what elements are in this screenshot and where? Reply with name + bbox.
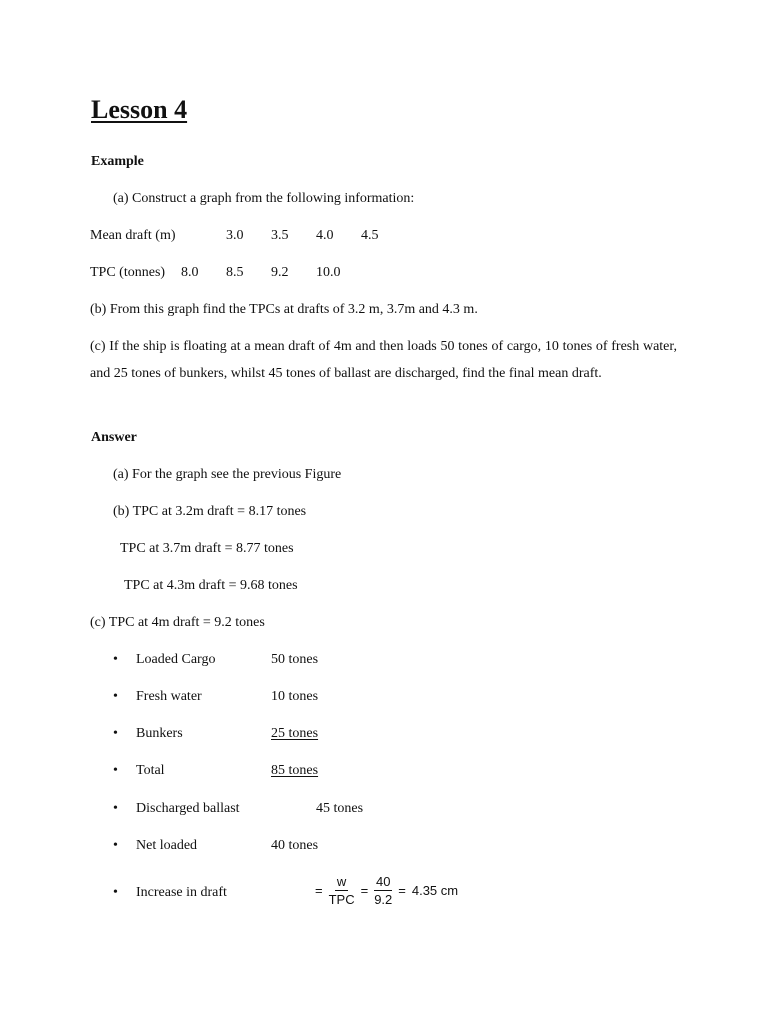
item-label: Loaded Cargo [136, 652, 216, 667]
answer-b-line: TPC at 4.3m draft = 9.68 tones [124, 578, 298, 593]
example-heading: Example [91, 154, 144, 169]
question-a: (a) Construct a graph from the following information: [113, 191, 415, 206]
fraction-numerator: 40 [375, 874, 391, 889]
answer-c: (c) TPC at 4m draft = 9.2 tones [90, 615, 265, 630]
fraction-w-over-tpc [327, 874, 357, 907]
item-value: 40 tones [271, 838, 319, 853]
fraction-denominator: TPC [328, 892, 355, 907]
question-c: (c) If the ship is floating at a mean draft of 4m and then loads 50 tones of cargo, 10 tones of fresh water, and 25 tones of bunkers, whilst 45 tones of ballast are discharged, find the final mean draft. [90, 339, 677, 381]
answer-b-line: (b) TPC at 3.2m draft = 8.17 tones [113, 504, 307, 519]
question-b: (b) From this graph find the TPCs at drafts of 3.2 m, 3.7m and 4.3 m. [90, 302, 478, 317]
equals-sign: = [398, 883, 406, 898]
bullet-icon: • [113, 885, 118, 900]
tpc-value: 10.0 [316, 265, 341, 280]
fraction-numerator: w [336, 874, 347, 889]
draft-value: 4.5 [361, 228, 379, 243]
item-label: Bunkers [136, 726, 183, 741]
item-label: Discharged ballast [136, 801, 240, 816]
item-value: 10 tones [271, 689, 319, 704]
tpc-value: 9.2 [271, 265, 289, 280]
fraction-40-over-9-2 [372, 874, 394, 907]
bullet-icon: • [113, 652, 118, 667]
item-label: Net loaded [136, 838, 198, 853]
tpc-label: TPC (tonnes) [90, 265, 166, 280]
item-value: 85 tones [271, 763, 319, 778]
tpc-value: 8.0 [181, 265, 199, 280]
item-label: Increase in draft [136, 885, 227, 900]
draft-value: 3.0 [226, 228, 244, 243]
bullet-icon: • [113, 763, 118, 778]
draft-value: 4.0 [316, 228, 334, 243]
bullet-icon: • [113, 689, 118, 704]
equals-sign: = [315, 883, 323, 898]
lesson-title: Lesson 4 [91, 95, 188, 124]
item-value: 45 tones [316, 801, 364, 816]
bullet-icon: • [113, 726, 118, 741]
draft-value: 3.5 [271, 228, 289, 243]
increase-formula [313, 874, 458, 907]
answer-b-line: TPC at 3.7m draft = 8.77 tones [120, 541, 294, 556]
item-value: 25 tones [271, 726, 319, 741]
increase-result: 4.35 cm [411, 883, 459, 898]
bullet-icon: • [113, 801, 118, 816]
draft-label: Mean draft (m) [90, 228, 176, 243]
equals-sign: = [360, 883, 369, 898]
item-label: Total [136, 763, 165, 778]
item-label: Fresh water [136, 689, 202, 704]
bullet-icon: • [113, 838, 118, 853]
item-value: 50 tones [271, 652, 319, 667]
answer-a: (a) For the graph see the previous Figure [113, 467, 342, 482]
tpc-value: 8.5 [226, 265, 244, 280]
answer-heading: Answer [91, 430, 137, 445]
fraction-denominator: 9.2 [374, 892, 393, 907]
